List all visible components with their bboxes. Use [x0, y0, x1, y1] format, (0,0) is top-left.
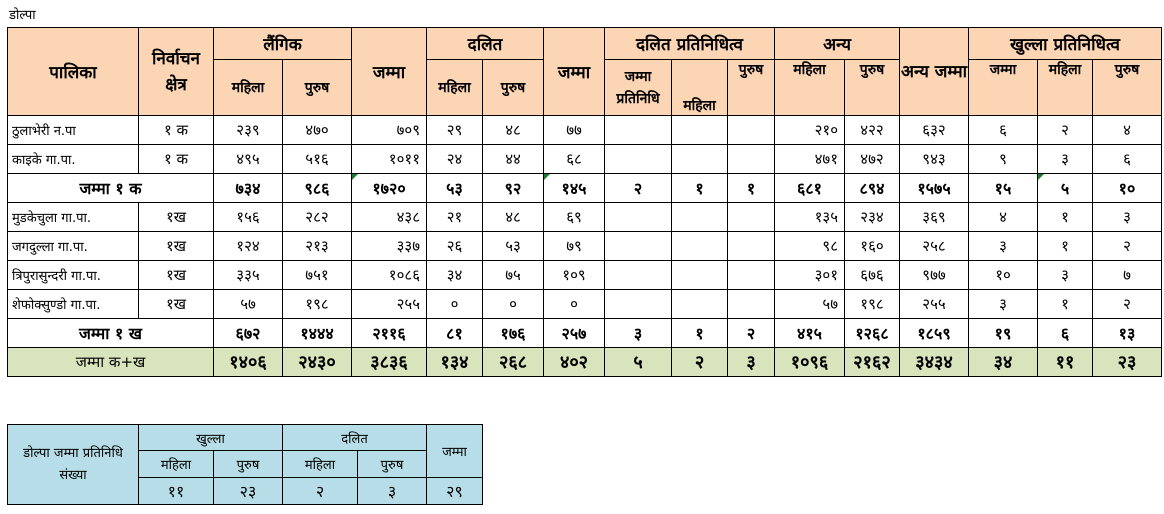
open-female-cell: ५	[1038, 174, 1093, 203]
other-total-cell: २५८	[900, 232, 969, 261]
other-total-cell: ३६९	[900, 203, 969, 232]
header-gender: लैंगिक	[214, 28, 352, 60]
dalit-rep-total-cell	[605, 232, 672, 261]
dalit-rep-male-cell: २	[728, 319, 775, 348]
palika-name: ठुलाभेरी न.पा	[8, 116, 139, 145]
gender-female-cell: ६७२	[214, 319, 283, 348]
other-total-cell: ६३२	[900, 116, 969, 145]
summary-dalit-header: दलित	[283, 425, 427, 451]
constituency-cell: १ क	[139, 116, 214, 145]
dalit-rep-female-cell	[672, 203, 728, 232]
dalit-female-cell: २६	[427, 232, 483, 261]
constituency-cell: १ख	[139, 261, 214, 290]
gender-female-cell: ४९५	[214, 145, 283, 174]
other-male-cell: ४२२	[845, 116, 900, 145]
dalit-rep-total-cell: २	[605, 174, 672, 203]
gender-female-cell: २३९	[214, 116, 283, 145]
dalit-male-cell: ९२	[483, 174, 544, 203]
header-dalit-representation: दलित प्रतिनिधित्व	[605, 28, 775, 60]
open-female-cell: १	[1038, 232, 1093, 261]
summary-open-female-value: ११	[139, 478, 214, 505]
header-dalit-rep-male: पुरुष	[728, 60, 775, 116]
gender-male-cell: ९८६	[283, 174, 352, 203]
summary-open-female-header: महिला	[139, 451, 214, 478]
dalit-male-cell: ४८	[483, 203, 544, 232]
header-open-female: महिला	[1038, 60, 1093, 116]
open-female-cell: ३	[1038, 145, 1093, 174]
open-total-cell: ३	[969, 232, 1038, 261]
open-total-cell: ६	[969, 116, 1038, 145]
gender-female-cell: ७३४	[214, 174, 283, 203]
header-other-total: अन्य जम्मा	[900, 28, 969, 116]
other-female-cell: ९८	[775, 232, 845, 261]
open-male-cell: २	[1093, 290, 1162, 319]
dalit-female-cell: २१	[427, 203, 483, 232]
open-male-cell: २३	[1093, 348, 1162, 377]
gender-male-cell: २१३	[283, 232, 352, 261]
other-female-cell: १३५	[775, 203, 845, 232]
other-male-cell: १९८	[845, 290, 900, 319]
gender-male-cell: २८२	[283, 203, 352, 232]
table-row	[8, 290, 1162, 319]
dalit-rep-male-cell	[728, 261, 775, 290]
dalit-rep-male-cell: ३	[728, 348, 775, 377]
gender-male-cell: ७५१	[283, 261, 352, 290]
other-female-cell: ४७१	[775, 145, 845, 174]
gender-male-cell: १९८	[283, 290, 352, 319]
grand-total-label: जम्मा क+ख	[8, 348, 214, 377]
subtotal-row-ka	[8, 174, 1162, 203]
gender-total-cell: ३३७	[352, 232, 427, 261]
summary-label: डोल्पा जम्मा प्रतिनिधि संख्या	[8, 425, 139, 505]
summary-dalit-female-header: महिला	[283, 451, 358, 478]
other-female-cell: ४१५	[775, 319, 845, 348]
other-male-cell: ६७६	[845, 261, 900, 290]
header-other: अन्य	[775, 28, 900, 60]
header-open-male: पुरुष	[1093, 60, 1162, 116]
dalit-rep-total-cell	[605, 290, 672, 319]
dalit-total-cell: ७९	[544, 232, 605, 261]
gender-male-cell: ४७०	[283, 116, 352, 145]
open-total-cell: १०	[969, 261, 1038, 290]
dalit-total-cell: ७७	[544, 116, 605, 145]
gender-female-cell: ५७	[214, 290, 283, 319]
header-dalit: दलित	[427, 28, 544, 60]
dalit-rep-total-cell	[605, 116, 672, 145]
other-female-cell: ३०१	[775, 261, 845, 290]
palika-name: मुडकेचुला गा.पा.	[8, 203, 139, 232]
dalit-rep-female-cell: १	[672, 319, 728, 348]
header-dalit-total: जम्मा	[544, 28, 605, 116]
dalit-rep-male-cell	[728, 203, 775, 232]
representation-table	[7, 27, 1162, 377]
dalit-total-cell: २५७	[544, 319, 605, 348]
dalit-rep-total-cell	[605, 203, 672, 232]
dalit-total-cell: ६८	[544, 145, 605, 174]
palika-name: त्रिपुरासुन्दरी गा.पा.	[8, 261, 139, 290]
table-row	[8, 261, 1162, 290]
gender-total-cell: १७२०	[352, 174, 427, 203]
dalit-female-cell: २४	[427, 145, 483, 174]
other-male-cell: ४७२	[845, 145, 900, 174]
header-gender-female: महिला	[214, 60, 283, 116]
header-dalit-male: पुरुष	[483, 60, 544, 116]
dalit-male-cell: ०	[483, 290, 544, 319]
open-male-cell: १३	[1093, 319, 1162, 348]
summary-open-male-header: पुरुष	[214, 451, 283, 478]
header-constituency: निर्वाचन क्षेत्र	[139, 28, 214, 116]
dalit-female-cell: ०	[427, 290, 483, 319]
open-total-cell: १९	[969, 319, 1038, 348]
constituency-cell: १ख	[139, 232, 214, 261]
table-row	[8, 116, 1162, 145]
summary-total-header: जम्मा	[427, 425, 483, 478]
header-other-male: पुरुष	[845, 60, 900, 116]
summary-open-header: खुल्ला	[139, 425, 283, 451]
open-total-cell: ४	[969, 203, 1038, 232]
open-male-cell: ७	[1093, 261, 1162, 290]
header-other-female: महिला	[775, 60, 845, 116]
other-male-cell: १२६८	[845, 319, 900, 348]
summary-table	[7, 424, 483, 505]
summary-grand-total-value: २९	[427, 478, 483, 505]
dalit-rep-total-cell: ३	[605, 319, 672, 348]
sheet-title: डोल्पा	[9, 8, 36, 23]
open-male-cell: ६	[1093, 145, 1162, 174]
dalit-female-cell: ३४	[427, 261, 483, 290]
open-total-cell: ३४	[969, 348, 1038, 377]
header-palika: पालिका	[8, 28, 139, 116]
gender-total-cell: ३८३६	[352, 348, 427, 377]
header-dalit-female: महिला	[427, 60, 483, 116]
open-total-cell: १५	[969, 174, 1038, 203]
summary-dalit-male-header: पुरुष	[358, 451, 427, 478]
dalit-rep-female-cell	[672, 116, 728, 145]
dalit-rep-male-cell	[728, 232, 775, 261]
gender-total-cell: २११६	[352, 319, 427, 348]
summary-open-male-value: २३	[214, 478, 283, 505]
other-male-cell: ८९४	[845, 174, 900, 203]
dalit-total-cell: ६९	[544, 203, 605, 232]
constituency-cell: १ क	[139, 145, 214, 174]
other-total-cell: ३४३४	[900, 348, 969, 377]
dalit-rep-male-cell	[728, 290, 775, 319]
other-total-cell: २५५	[900, 290, 969, 319]
table-row	[8, 232, 1162, 261]
dalit-rep-female-cell	[672, 145, 728, 174]
open-female-cell: १	[1038, 290, 1093, 319]
dalit-rep-male-cell	[728, 145, 775, 174]
gender-male-cell: २४३०	[283, 348, 352, 377]
other-total-cell: १८५९	[900, 319, 969, 348]
gender-female-cell: ३३५	[214, 261, 283, 290]
constituency-cell: १ख	[139, 203, 214, 232]
open-male-cell: ४	[1093, 116, 1162, 145]
open-female-cell: २	[1038, 116, 1093, 145]
open-female-cell: ६	[1038, 319, 1093, 348]
header-dalit-rep-female: महिला	[672, 60, 728, 116]
other-male-cell: २३४	[845, 203, 900, 232]
gender-female-cell: १५६	[214, 203, 283, 232]
open-total-cell: ९	[969, 145, 1038, 174]
other-female-cell: २१०	[775, 116, 845, 145]
gender-female-cell: १४०६	[214, 348, 283, 377]
dalit-female-cell: ५३	[427, 174, 483, 203]
dalit-rep-female-cell	[672, 232, 728, 261]
gender-male-cell: १४४४	[283, 319, 352, 348]
dalit-total-cell: १०९	[544, 261, 605, 290]
open-male-cell: २	[1093, 232, 1162, 261]
open-female-cell: १	[1038, 203, 1093, 232]
dalit-total-cell: ४०२	[544, 348, 605, 377]
open-male-cell: ३	[1093, 203, 1162, 232]
other-male-cell: १६०	[845, 232, 900, 261]
other-total-cell: ९४३	[900, 145, 969, 174]
dalit-rep-female-cell	[672, 261, 728, 290]
dalit-rep-total-cell	[605, 261, 672, 290]
palika-name: शेफोक्सुण्डो गा.पा.	[8, 290, 139, 319]
dalit-rep-female-cell: २	[672, 348, 728, 377]
gender-female-cell: १२४	[214, 232, 283, 261]
header-gender-total: जम्मा	[352, 28, 427, 116]
dalit-male-cell: ४४	[483, 145, 544, 174]
gender-total-cell: २५५	[352, 290, 427, 319]
header-open-representation: खुल्ला प्रतिनिधित्व	[969, 28, 1162, 60]
dalit-total-cell: ०	[544, 290, 605, 319]
dalit-male-cell: २६८	[483, 348, 544, 377]
table-row	[8, 145, 1162, 174]
dalit-total-cell: १४५	[544, 174, 605, 203]
header-open-total: जम्मा	[969, 60, 1038, 116]
gender-total-cell: १०८६	[352, 261, 427, 290]
dalit-rep-male-cell: १	[728, 174, 775, 203]
subtotal-row-kha	[8, 319, 1162, 348]
grand-total-row	[8, 348, 1162, 377]
dalit-rep-total-cell: ५	[605, 348, 672, 377]
dalit-male-cell: ५३	[483, 232, 544, 261]
open-total-cell: ३	[969, 290, 1038, 319]
gender-total-cell: १०११	[352, 145, 427, 174]
dalit-male-cell: ४८	[483, 116, 544, 145]
gender-total-cell: ४३८	[352, 203, 427, 232]
palika-name: जगदुल्ला गा.पा.	[8, 232, 139, 261]
other-total-cell: ९७७	[900, 261, 969, 290]
header-gender-male: पुरुष	[283, 60, 352, 116]
header-dalit-rep-total: जम्मा प्रतिनिधि	[605, 60, 672, 116]
dalit-rep-female-cell	[672, 290, 728, 319]
open-female-cell: ११	[1038, 348, 1093, 377]
dalit-female-cell: १३४	[427, 348, 483, 377]
dalit-female-cell: २९	[427, 116, 483, 145]
palika-name: काइके गा.पा.	[8, 145, 139, 174]
dalit-male-cell: १७६	[483, 319, 544, 348]
other-female-cell: १०९६	[775, 348, 845, 377]
dalit-female-cell: ८१	[427, 319, 483, 348]
open-male-cell: १०	[1093, 174, 1162, 203]
dalit-rep-female-cell: १	[672, 174, 728, 203]
gender-total-cell: ७०९	[352, 116, 427, 145]
subtotal-label: जम्मा १ क	[8, 174, 214, 203]
dalit-rep-total-cell	[605, 145, 672, 174]
table-row	[8, 203, 1162, 232]
constituency-cell: १ख	[139, 290, 214, 319]
dalit-rep-male-cell	[728, 116, 775, 145]
other-male-cell: २१६२	[845, 348, 900, 377]
summary-dalit-female-value: २	[283, 478, 358, 505]
dalit-male-cell: ७५	[483, 261, 544, 290]
open-female-cell: ३	[1038, 261, 1093, 290]
other-female-cell: ५७	[775, 290, 845, 319]
gender-male-cell: ५१६	[283, 145, 352, 174]
other-female-cell: ६८१	[775, 174, 845, 203]
subtotal-label: जम्मा १ ख	[8, 319, 214, 348]
summary-dalit-male-value: ३	[358, 478, 427, 505]
other-total-cell: १५७५	[900, 174, 969, 203]
